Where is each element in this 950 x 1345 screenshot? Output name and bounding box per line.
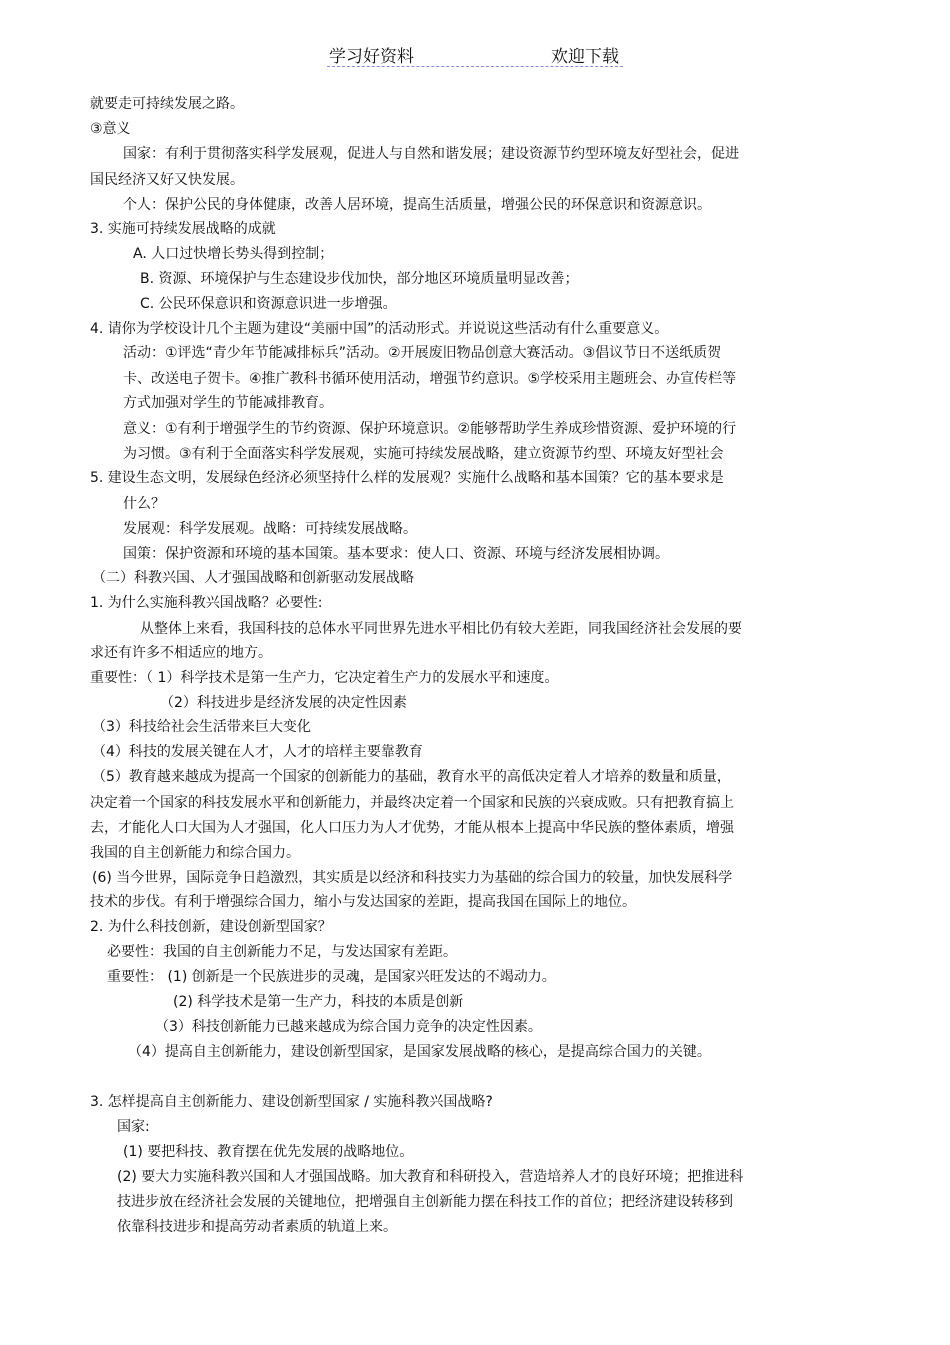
text-line: (6) 当今世界，国际竞争日趋激烈，其实质是以经济和科技实力为基础的综合国力的较量，加快发展科学 bbox=[92, 870, 733, 886]
text-line: A. 人口过快增长势头得到控制； bbox=[133, 246, 334, 262]
text-line: 5. 建设生态文明，发展绿色经济必须坚持什么样的发展观？实施什么战略和基本国策？它的基本要求是 bbox=[90, 470, 724, 486]
text-line: 国策：保护资源和环境的基本国策。基本要求：使人口、资源、环境与经济发展相协调。 bbox=[123, 546, 669, 562]
text-line: 活动：①评选“青少年节能减排标兵”活动。②开展废旧物品创意大赛活动。③倡议节日不送纸质贺 bbox=[123, 345, 722, 361]
text-line: ③意义 bbox=[90, 121, 131, 137]
text-line: 国民经济又好又快发展。 bbox=[90, 172, 244, 188]
text-line: 求还有许多不相适应的地方。 bbox=[90, 645, 272, 661]
text-line: （2）科技进步是经济发展的决定性因素 bbox=[160, 695, 407, 711]
text-line: （3）科技创新能力已越来越成为综合国力竞争的决定性因素。 bbox=[155, 1019, 542, 1035]
text-line: 重要性： (1) 创新是一个民族进步的灵魂，是国家兴旺发达的不竭动力。 bbox=[107, 969, 556, 985]
text-line: (1) 要把科技、教育摆在优先发展的战略地位。 bbox=[123, 1144, 414, 1160]
text-line: （3）科技给社会生活带来巨大变化 bbox=[92, 719, 311, 735]
text-line: (2) 要大力实施科教兴国和人才强国战略。加大教育和科研投入，营造培养人才的良好环境；把推进科 bbox=[117, 1169, 744, 1185]
text-line: 2. 为什么科技创新，建设创新型国家？ bbox=[90, 919, 332, 935]
text-line: 重要性：（ 1）科学技术是第一生产力，它决定着生产力的发展水平和速度。 bbox=[90, 670, 559, 686]
header-left-text: 学习好资料 bbox=[329, 47, 414, 67]
text-line: 发展观：科学发展观。战略：可持续发展战略。 bbox=[123, 521, 417, 537]
text-line: 技进步放在经济社会发展的关键地位，把增强自主创新能力摆在科技工作的首位；把经济建设转移到 bbox=[117, 1194, 733, 1210]
text-line: 去，才能化人口大国为人才强国，化人口压力为人才优势，才能从根本上提高中华民族的整体素质，增强 bbox=[90, 820, 734, 836]
text-line: (2) 科学技术是第一生产力，科技的本质是创新 bbox=[173, 994, 464, 1010]
text-line: 4. 请你为学校设计几个主题为建设“美丽中国”的活动形式。并说说这些活动有什么重要意义。 bbox=[90, 321, 669, 337]
header-right-text: 欢迎下载 bbox=[551, 47, 619, 67]
text-line: 3. 怎样提高自主创新能力、建设创新型国家 / 实施科教兴国战略? bbox=[90, 1094, 493, 1110]
text-line: 就要走可持续发展之路。 bbox=[90, 96, 244, 112]
text-line: 从整体上来看，我国科技的总体水平同世界先进水平相比仍有较大差距，同我国经济社会发展的要 bbox=[140, 621, 742, 637]
text-line: 意义：①有利于增强学生的节约资源、保护环境意识。②能够帮助学生养成珍惜资源、爱护环境的行 bbox=[123, 421, 737, 437]
text-line: 方式加强对学生的节能减排教育。 bbox=[123, 395, 333, 411]
text-line: （4）提高自主创新能力，建设创新型国家，是国家发展战略的核心，是提高综合国力的关键。 bbox=[128, 1044, 711, 1060]
text-line: （4）科技的发展关键在人才，人才的培样主要靠教育 bbox=[92, 744, 423, 760]
text-line: 技术的步伐。有利于增强综合国力，缩小与发达国家的差距，提高我国在国际上的地位。 bbox=[90, 894, 636, 910]
text-line: 卡、改送电子贺卡。④推广教科书循环使用活动，增强节约意识。⑤学校采用主题班会、办宣传栏等 bbox=[123, 371, 737, 387]
text-line: 我国的自主创新能力和综合国力。 bbox=[90, 845, 300, 861]
text-line: 必要性：我国的自主创新能力不足，与发达国家有差距。 bbox=[107, 944, 457, 960]
text-line: 1. 为什么实施科教兴国战略？必要性: bbox=[90, 595, 323, 611]
text-line: （二）科教兴国、人才强国战略和创新驱动发展战略 bbox=[92, 570, 414, 586]
text-line: 3. 实施可持续发展战略的成就 bbox=[90, 221, 276, 237]
text-line: 个人：保护公民的身体健康，改善人居环境，提高生活质量，增强公民的环保意识和资源意识。 bbox=[123, 197, 711, 213]
text-line: 国家：有利于贯彻落实科学发展观，促进人与自然和谐发展；建设资源节约型环境友好型社会，促进 bbox=[123, 146, 739, 162]
text-line: 什么？ bbox=[123, 496, 165, 512]
text-line: 决定着一个国家的科技发展水平和创新能力，并最终决定着一个国家和民族的兴衰成败。只有把教育搞上 bbox=[90, 795, 734, 811]
text-line: B. 资源、环境保护与生态建设步伐加快，部分地区环境质量明显改善； bbox=[140, 271, 579, 287]
text-line: （5）教育越来越成为提高一个国家的创新能力的基础，教育水平的高低决定着人才培养的数量和质量， bbox=[92, 769, 731, 785]
text-line: 国家: bbox=[117, 1119, 150, 1135]
text-line: 为习惯。③有利于全面落实科学发展观，实施可持续发展战略，建立资源节约型、环境友好型社会 bbox=[123, 446, 724, 462]
text-line: 依靠科技进步和提高劳动者素质的轨道上来。 bbox=[117, 1219, 397, 1235]
page-header bbox=[327, 40, 623, 67]
text-line: C. 公民环保意识和资源意识进一步增强。 bbox=[140, 296, 397, 312]
